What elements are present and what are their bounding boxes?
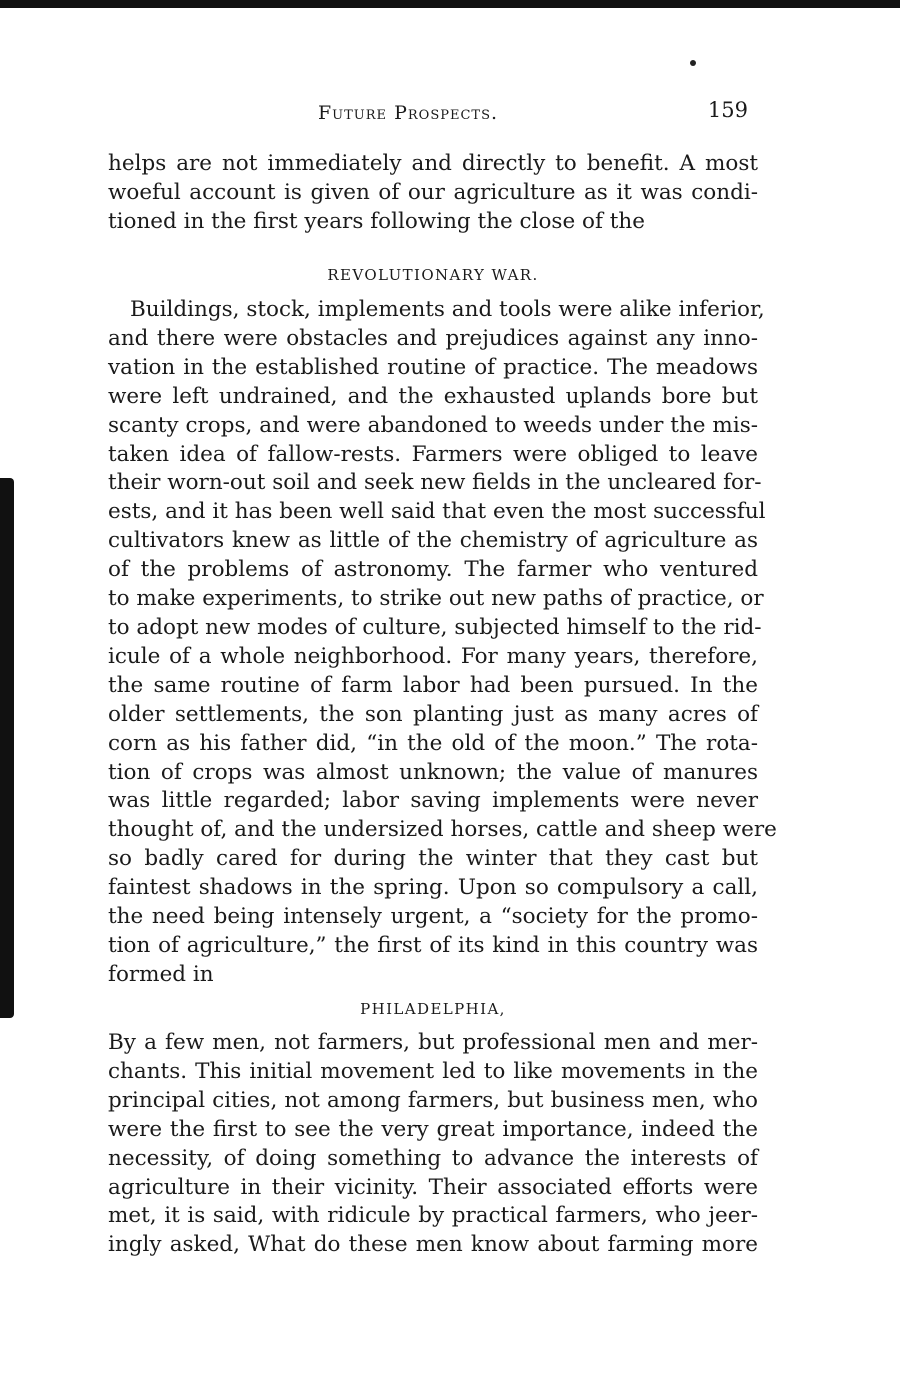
text-line: met, it is said, with ridicule by practical farmers, who jeer- [108,1203,758,1229]
text-line: so badly cared for during the winter that they cast but [108,846,758,872]
text-line: tioned in the first years following the close of the [108,208,645,234]
text-line: their worn-out soil and seek new fields in the uncleared for- [108,470,762,496]
page-number: 159 [707,98,748,122]
text-line: the same routine of farm labor had been pursued. In the [108,672,758,698]
text-line: helps are not immediately and directly to benefit. A most [108,151,758,176]
running-head [108,96,758,136]
text-line: the need being intensely urgent, a “society for the promo- [108,904,758,930]
text-line: were the first to see the very great importance, indeed the [108,1116,758,1142]
text-line: to make experiments, to strike out new paths of practice, or [108,586,764,612]
paragraph-2 [108,296,777,990]
paragraph-3 [108,1029,758,1260]
text-line: agriculture in their vicinity. Their associated efforts were [108,1174,758,1200]
text-line: chants. This initial movement led to like movements in the [108,1058,758,1084]
paragraph-1 [108,150,758,237]
text-line: Buildings, stock, implements and tools were alike inferior, [130,297,765,322]
text-line: and there were obstacles and prejudices against any inno- [108,325,758,351]
text-line: scanty crops, and were abandoned to weeds under the mis- [108,412,758,438]
running-head-title: Future Prospects. [318,102,499,124]
text-line: vation in the established routine of practice. The meadows [108,354,758,380]
text-line: older settlements, the son planting just as many acres of [108,701,758,727]
subheading-revolutionary-war: REVOLUTIONARY WAR. [327,266,539,284]
text-line: tion of crops was almost unknown; the value of manures [108,759,758,785]
binding-shadow [0,478,14,1018]
ink-speck [690,60,696,66]
text-line: ests, and it has been well said that even the most successful [108,499,766,525]
text-line: icule of a whole neighborhood. For many years, therefore, [108,643,758,669]
text-line: faintest shadows in the spring. Upon so compulsory a call, [108,875,758,901]
text-line: of the problems of astronomy. The farmer who ventured [108,557,758,583]
text-line: to adopt new modes of culture, subjected himself to the rid- [108,614,762,640]
text-line: ingly asked, What do these men know about farming more [108,1232,758,1258]
text-line: woeful account is given of our agriculture as it was condi- [108,179,758,205]
text-line: were left undrained, and the exhausted uplands bore but [108,383,758,409]
text-line: necessity, of doing something to advance the interests of [108,1145,758,1171]
text-line: corn as his father did, “in the old of the moon.” The rota- [108,730,758,756]
text-line: tion of agriculture,” the first of its kind in this country was [108,932,758,958]
page-top-edge [0,0,900,8]
text-line: By a few men, not farmers, but professional men and mer- [108,1030,758,1055]
text-line: thought of, and the undersized horses, cattle and sheep were [108,817,777,843]
subheading-philadelphia: PHILADELPHIA, [360,1000,506,1018]
text-line: taken idea of fallow-rests. Farmers were obliged to leave [108,441,758,467]
text-line: was little regarded; labor saving implements were never [108,788,758,814]
text-line: formed in [108,961,214,987]
text-line: principal cities, not among farmers, but business men, who [108,1087,758,1113]
text-line: cultivators knew as little of the chemistry of agriculture as [108,528,758,554]
